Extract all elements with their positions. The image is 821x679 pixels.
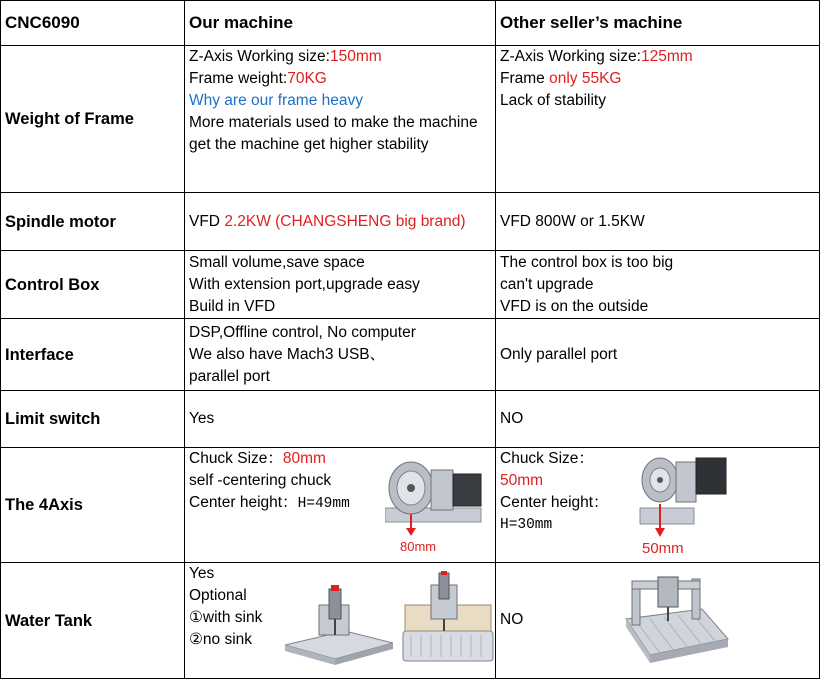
limit-ours-cell: Yes [185,391,496,448]
water-ours-line1: Yes [189,565,215,582]
frame-other-line1: Z-Axis Working size:125mm [500,48,693,65]
frame-other-line2: Frame only 55KG [500,70,622,87]
axis-other-line3: Center height： [500,494,609,511]
rotary-axis-50mm-image [636,450,736,538]
control-ours-line2: With extension port,upgrade easy [189,275,420,293]
row-limit-switch [1,391,820,448]
frame-other-cell [496,46,820,193]
water-ours-line4: ②no sink [189,631,253,648]
axis-ours-cell [185,448,496,563]
water-ours-line2: Optional [189,587,247,604]
spindle-ours-cell: VFD 2.2KW (CHANGSHENG big brand) [185,193,496,251]
control-other-line3: VFD is on the outside [500,297,649,315]
water-ours-line3: ①with sink [189,609,263,626]
row-label-interface: Interface [1,319,185,391]
row-4axis [1,448,820,563]
interface-ours-line2: We also have Mach3 USB、 [189,345,386,363]
row-interface [1,319,820,391]
control-ours-line3: Build in VFD [189,297,276,315]
interface-other-cell: Only parallel port [496,319,820,391]
frame-ours-line3: Why are our frame heavy [189,92,364,109]
interface-ours-line3: parallel port [189,367,270,385]
row-frame-weight [1,46,820,193]
row-label-4axis: The 4Axis [1,448,185,563]
cnc-machine-other-image [622,569,732,671]
interface-ours-cell [185,319,496,391]
row-water-tank [1,563,820,679]
axis-other-cell [496,448,820,563]
axis-ours-chuck: Chuck Size：80mm [189,450,326,467]
frame-ours-cell [185,46,496,193]
axis-other-line4: H=30mm [500,517,553,533]
row-label-spindle: Spindle motor [1,193,185,251]
frame-other-line3: Lack of stability [500,92,606,109]
row-label-frame: Weight of Frame [1,46,185,193]
row-label-water: Water Tank [1,563,185,679]
axis-ours-line2: self -centering chuck [189,472,332,489]
water-other-cell [496,563,820,679]
row-control-box [1,251,820,319]
control-other-line1: The control box is too big [500,253,674,271]
frame-ours-line4: More materials used to make the machine [189,114,478,131]
header-model: CNC6090 [1,1,185,46]
cnc-machine-no-sink-image [285,585,393,671]
row-spindle [1,193,820,251]
cnc-machine-with-sink-image [397,571,497,671]
axis-other-chuck-val: 50mm [500,472,544,489]
row-label-limit: Limit switch [1,391,185,448]
control-ours-cell [185,251,496,319]
frame-ours-line1: Z-Axis Working size:150mm [189,48,382,65]
control-other-cell [496,251,820,319]
header-other-machine: Other seller’s machine [496,1,820,46]
frame-ours-line5: get the machine get higher stability [189,136,429,153]
frame-ours-line2: Frame weight:70KG [189,70,327,87]
axis-ours-img-label: 80mm [400,539,437,554]
axis-other-chuck: Chuck Size： [500,450,594,467]
spindle-other-cell: VFD 800W or 1.5KW [496,193,820,251]
header-our-machine: Our machine [185,1,496,46]
water-other-text: NO [500,611,524,628]
interface-ours-line1: DSP,Offline control, No computer [189,323,416,341]
rotary-axis-80mm-image [385,456,485,536]
header-row [1,1,820,46]
water-ours-cell [185,563,496,679]
axis-other-img-label: 50mm [642,540,684,557]
axis-ours-line3: Center height：H=49mm [189,494,350,512]
control-other-line2: can't upgrade [500,275,594,293]
limit-other-cell: NO [496,391,820,448]
control-ours-line1: Small volume,save space [189,253,365,271]
row-label-control: Control Box [1,251,185,319]
